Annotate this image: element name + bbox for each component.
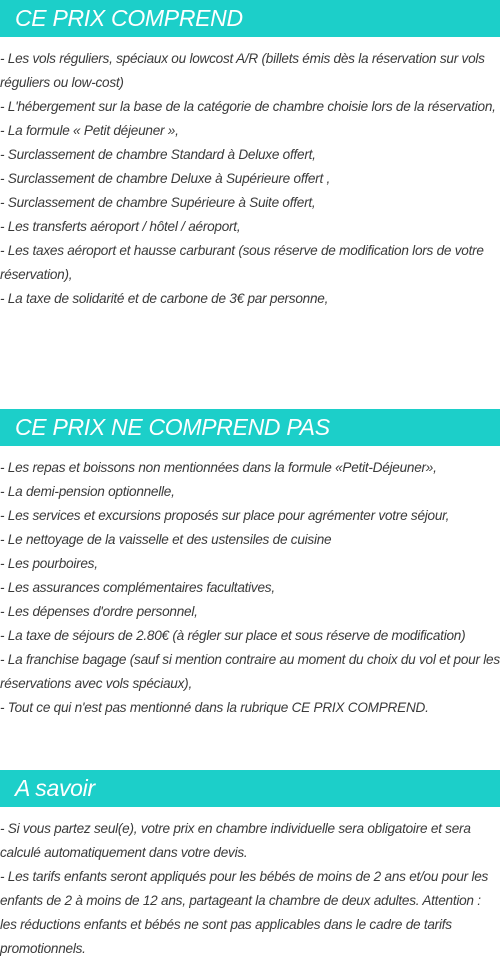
list-item: - Surclassement de chambre Standard à Deluxe offert,	[0, 147, 316, 162]
list-item: - Les tarifs enfants seront appliqués pour les bébés de moins de 2 ans et/ou pour les enfants de 2 à moins de 12 ans, partageant la chambre de deux adultes. Attention : les réductions enfants et bébés ne sont pas applicables dans le cadre de tarifs promotionnels.	[0, 869, 489, 956]
list-item: - Les repas et boissons non mentionnées dans la formule «Petit-Déjeuner»,	[0, 460, 437, 475]
list-item: - La formule « Petit déjeuner »,	[0, 123, 179, 138]
list-item: - Les taxes aéroport et hausse carburant (sous réserve de modification lors de votre réservation),	[0, 243, 484, 282]
good-to-know-list	[0, 817, 500, 961]
list-item: - Les transferts aéroport / hôtel / aéroport,	[0, 219, 241, 234]
list-item: - La taxe de séjours de 2.80€ (à régler sur place et sous réserve de modification)	[0, 628, 466, 643]
section-header-not-included: CE PRIX NE COMPREND PAS	[0, 409, 500, 446]
list-item: - L'hébergement sur la base de la catégorie de chambre choisie lors de la réservation,	[0, 99, 496, 114]
included-list	[0, 47, 500, 311]
list-item: - Tout ce qui n'est pas mentionné dans la rubrique CE PRIX COMPREND.	[0, 700, 429, 715]
list-item: - Les assurances complémentaires facultatives,	[0, 580, 275, 595]
list-item: - Si vous partez seul(e), votre prix en chambre individuelle sera obligatoire et sera calculé automatiquement dans votre devis.	[0, 821, 471, 860]
list-item: - Les services et excursions proposés sur place pour agrémenter votre séjour,	[0, 508, 450, 523]
list-item: - Les dépenses d'ordre personnel,	[0, 604, 198, 619]
list-item: - La taxe de solidarité et de carbone de 3€ par personne,	[0, 291, 329, 306]
list-item: - La demi-pension optionnelle,	[0, 484, 175, 499]
list-item: - Le nettoyage de la vaisselle et des ustensiles de cuisine	[0, 532, 332, 547]
section-header-good-to-know: A savoir	[0, 770, 500, 807]
list-item: - Surclassement de chambre Supérieure à Suite offert,	[0, 195, 316, 210]
list-item: - Surclassement de chambre Deluxe à Supérieure offert ,	[0, 171, 331, 186]
not-included-list	[0, 456, 500, 720]
section-header-included: CE PRIX COMPREND	[0, 0, 500, 37]
list-item: - Les vols réguliers, spéciaux ou lowcost A/R (billets émis dès la réservation sur vols réguliers ou low-cost)	[0, 51, 485, 90]
list-item: - Les pourboires,	[0, 556, 98, 571]
list-item: - La franchise bagage (sauf si mention contraire au moment du choix du vol et pour les réservations avec vols spéciaux),	[0, 652, 500, 691]
